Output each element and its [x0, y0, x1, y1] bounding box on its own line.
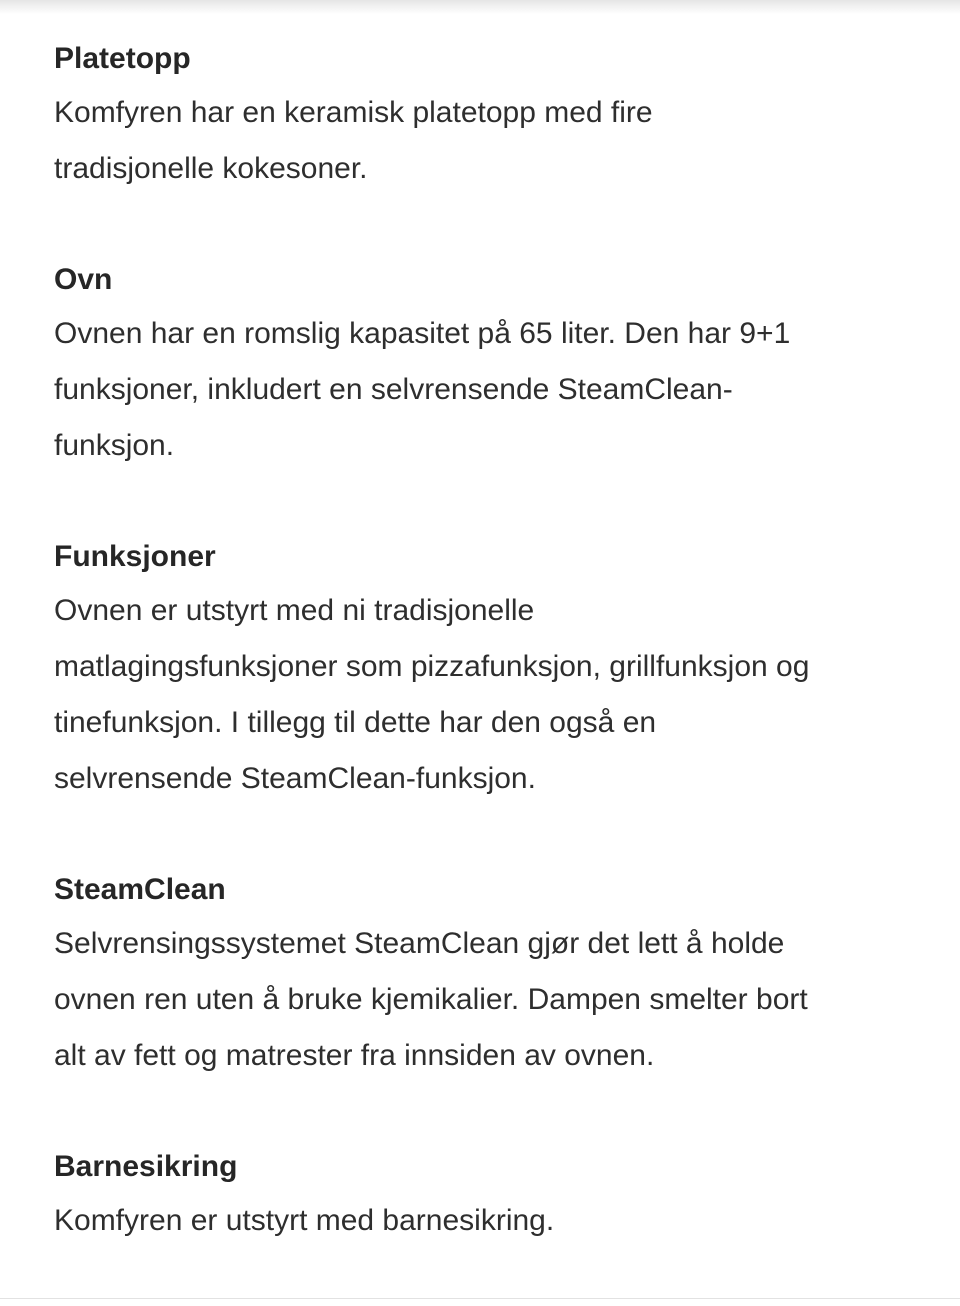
body-line: selvrensende SteamClean-funksjon. [54, 762, 536, 795]
section-body [54, 85, 914, 197]
section-body [54, 1193, 914, 1249]
divider [0, 1298, 960, 1299]
section-steamclean [54, 864, 914, 1084]
section-body [54, 306, 914, 474]
section-title: Ovn [54, 263, 113, 296]
body-line: Komfyren er utstyrt med barnesikring. [54, 1204, 555, 1237]
body-line: alt av fett og matrester fra innsiden av ovnen. [54, 1039, 655, 1072]
section-ovn [54, 254, 914, 474]
body-line: Ovnen er utstyrt med ni tradisjonelle [54, 594, 535, 627]
section-funksjoner [54, 531, 914, 807]
body-line: Selvrensingssystemet SteamClean gjør det lett å holde [54, 927, 785, 960]
top-shadow [0, 0, 960, 14]
section-title: SteamClean [54, 873, 226, 906]
body-line: ovnen ren uten å bruke kjemikalier. Dampen smelter bort [54, 983, 808, 1016]
section-barnesikring [54, 1141, 914, 1249]
product-description [54, 33, 914, 1306]
body-line: funksjoner, inkludert en selvrensende SteamClean- [54, 373, 733, 406]
section-platetopp [54, 33, 914, 197]
section-title: Platetopp [54, 42, 191, 75]
body-line: Komfyren har en keramisk platetopp med fire [54, 96, 653, 129]
body-line: matlagingsfunksjoner som pizzafunksjon, grillfunksjon og [54, 650, 810, 683]
section-body [54, 916, 914, 1084]
body-line: tradisjonelle kokesoner. [54, 152, 368, 185]
section-title: Barnesikring [54, 1150, 238, 1183]
body-line: tinefunksjon. I tillegg til dette har den også en [54, 706, 657, 739]
body-line: funksjon. [54, 429, 175, 462]
section-body [54, 583, 914, 807]
body-line: Ovnen har en romslig kapasitet på 65 liter. Den har 9+1 [54, 317, 791, 350]
section-title: Funksjoner [54, 540, 216, 573]
